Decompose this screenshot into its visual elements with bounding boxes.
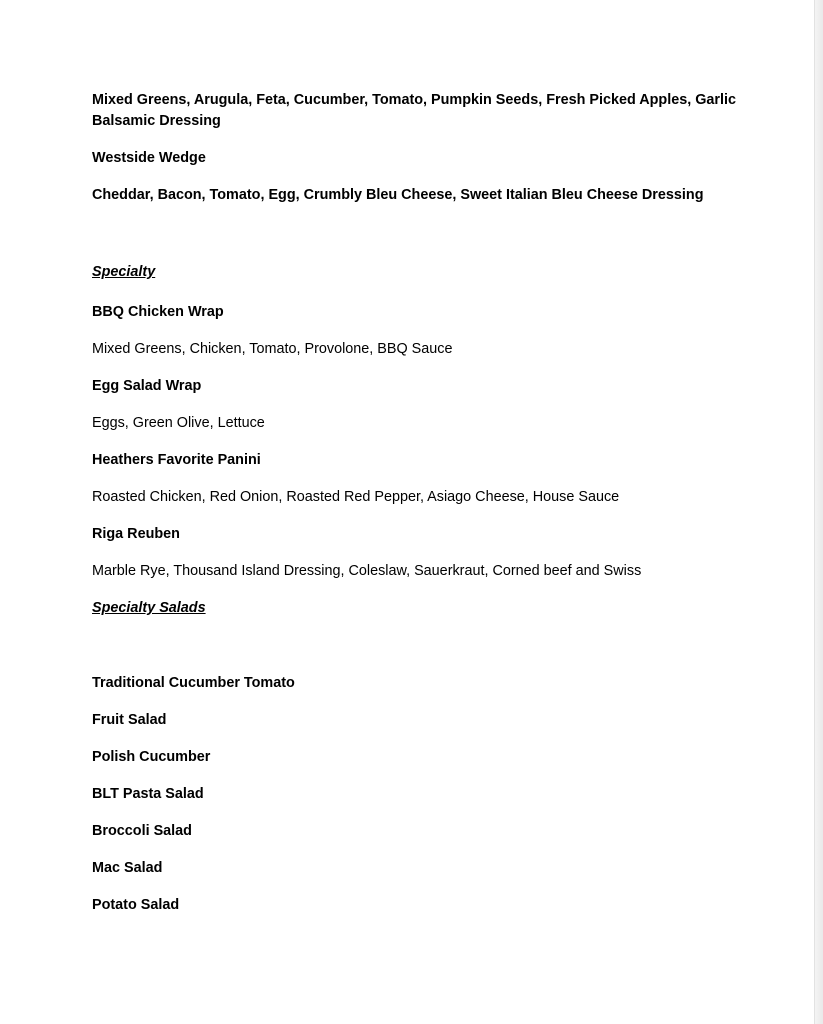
- item-description: Marble Rye, Thousand Island Dressing, Coleslaw, Sauerkraut, Corned beef and Swiss: [92, 563, 642, 579]
- item-description: Eggs, Green Olive, Lettuce: [92, 415, 265, 431]
- item-title: Riga Reuben: [92, 526, 180, 542]
- item-description: Cheddar, Bacon, Tomato, Egg, Crumbly Bleu Cheese, Sweet Italian Bleu Cheese Dressing: [92, 187, 704, 203]
- salad-item: Fruit Salad: [92, 712, 167, 728]
- section-heading-specialty-salads: Specialty Salads: [92, 600, 206, 616]
- page-edge: [814, 0, 823, 1024]
- salad-item: Mac Salad: [92, 860, 163, 876]
- item-title: Egg Salad Wrap: [92, 378, 202, 394]
- item-description: Roasted Chicken, Red Onion, Roasted Red Pepper, Asiago Cheese, House Sauce: [92, 489, 620, 505]
- salad-item: Traditional Cucumber Tomato: [92, 675, 295, 691]
- item-title: BBQ Chicken Wrap: [92, 304, 224, 320]
- item-description: Mixed Greens, Chicken, Tomato, Provolone, BBQ Sauce: [92, 341, 453, 357]
- salad-item: Potato Salad: [92, 897, 180, 913]
- item-title: Heathers Favorite Panini: [92, 452, 261, 468]
- item-title: Westside Wedge: [92, 150, 206, 166]
- section-heading-specialty: Specialty: [92, 264, 156, 280]
- salad-item: Polish Cucumber: [92, 749, 211, 765]
- salad-item: Broccoli Salad: [92, 823, 192, 839]
- menu-document: [92, 90, 752, 916]
- salad-description: Mixed Greens, Arugula, Feta, Cucumber, Tomato, Pumpkin Seeds, Fresh Picked Apples, Garlic Balsamic Dressing: [92, 92, 737, 129]
- salad-item: BLT Pasta Salad: [92, 786, 204, 802]
